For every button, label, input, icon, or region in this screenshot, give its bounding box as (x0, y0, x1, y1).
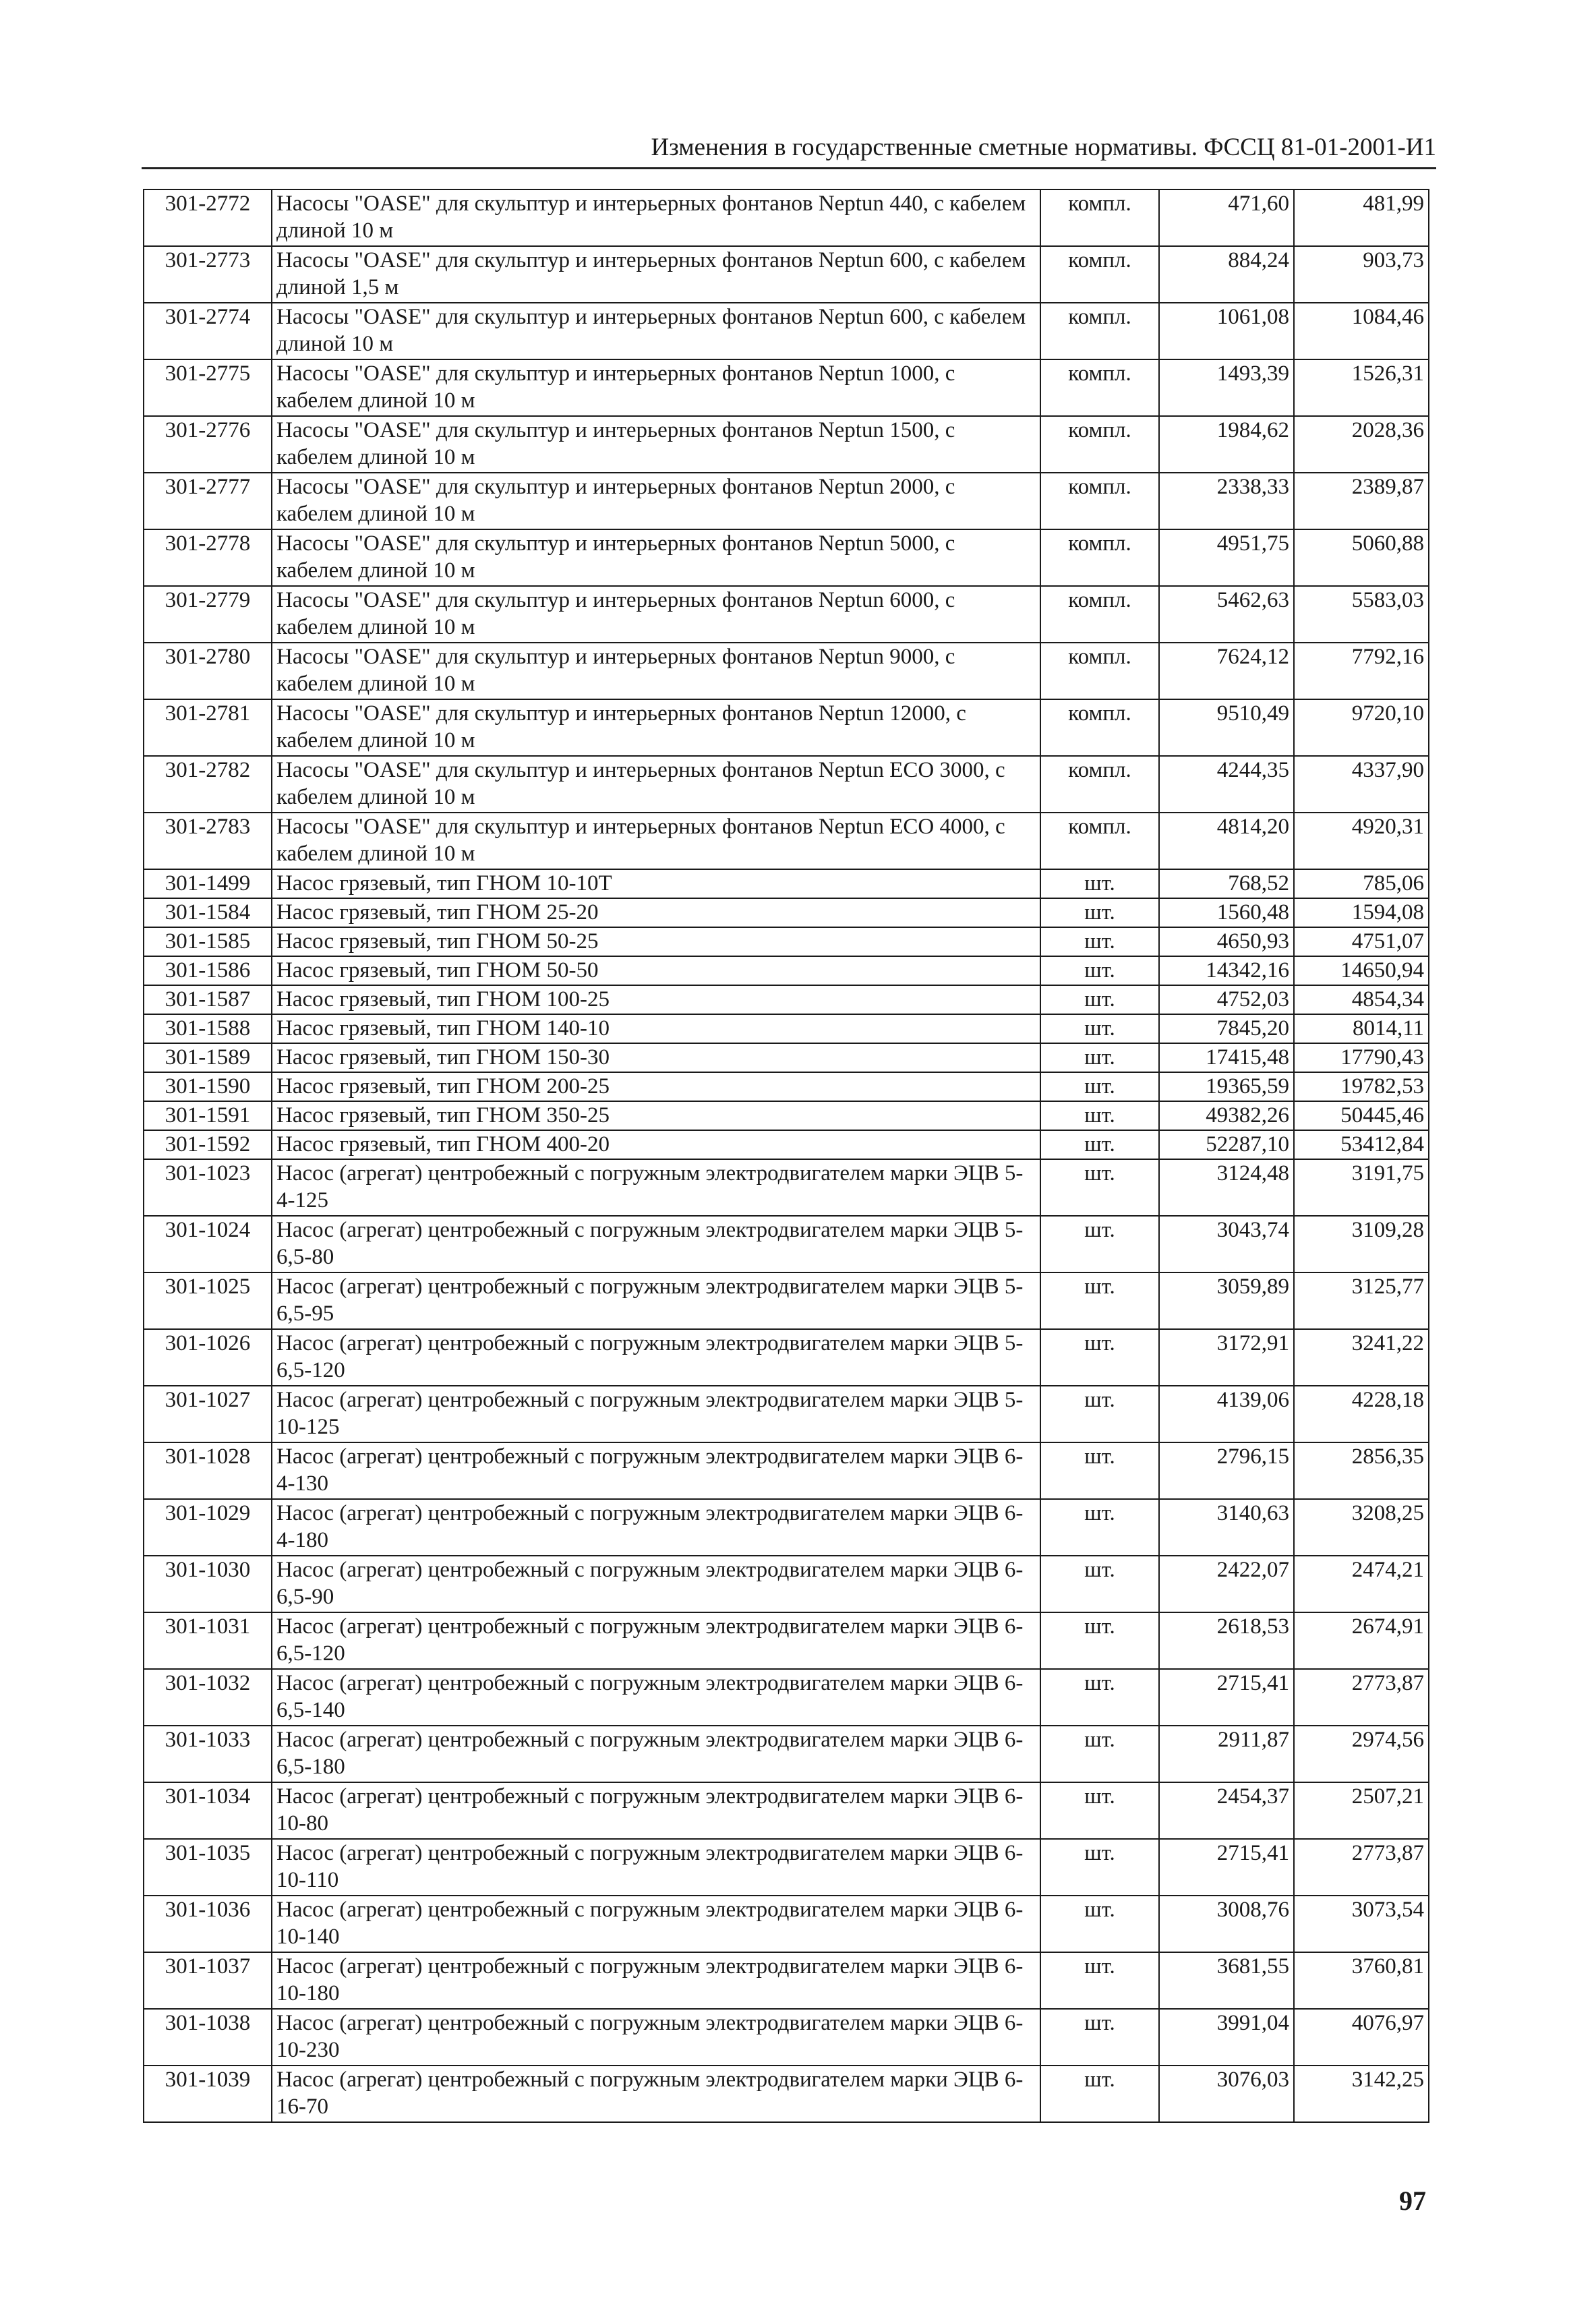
table-row (144, 416, 1429, 473)
table-row (144, 869, 1429, 898)
cell-name: Насос (агрегат) центробежный с погружным электродвигателем марки ЭЦВ 6-10-230 (272, 2009, 1040, 2066)
cell-unit: шт. (1040, 1072, 1159, 1101)
cell-price-1: 1560,48 (1159, 898, 1294, 927)
cell-price-2: 1084,46 (1294, 303, 1429, 359)
cell-price-1: 2618,53 (1159, 1612, 1294, 1669)
price-table (143, 189, 1429, 2123)
table-row (144, 1896, 1429, 1952)
cell-name: Насос (агрегат) центробежный с погружным электродвигателем марки ЭЦВ 5-6,5-120 (272, 1329, 1040, 1386)
cell-name: Насосы "OASE" для скульптур и интерьерных фонтанов Neptun 5000, с кабелем длиной 10 м (272, 529, 1040, 586)
cell-price-1: 471,60 (1159, 189, 1294, 246)
table-row (144, 1669, 1429, 1726)
cell-code: 301-2781 (144, 699, 272, 756)
table-body (144, 189, 1429, 2122)
cell-unit: шт. (1040, 2009, 1159, 2066)
table-row (144, 643, 1429, 699)
cell-price-1: 2715,41 (1159, 1669, 1294, 1726)
cell-name: Насос (агрегат) центробежный с погружным электродвигателем марки ЭЦВ 5-10-125 (272, 1386, 1040, 1442)
table-row (144, 529, 1429, 586)
cell-price-2: 5060,88 (1294, 529, 1429, 586)
cell-code: 301-2779 (144, 586, 272, 643)
cell-price-2: 2474,21 (1294, 1556, 1429, 1612)
cell-price-2: 2674,91 (1294, 1612, 1429, 1669)
cell-name: Насос (агрегат) центробежный с погружным электродвигателем марки ЭЦВ 6-4-180 (272, 1499, 1040, 1556)
table-row (144, 2066, 1429, 2122)
cell-unit: компл. (1040, 416, 1159, 473)
cell-unit: компл. (1040, 303, 1159, 359)
cell-code: 301-2777 (144, 473, 272, 529)
cell-name: Насос грязевый, тип ГНОМ 100-25 (272, 985, 1040, 1014)
cell-name: Насос грязевый, тип ГНОМ 150-30 (272, 1043, 1040, 1072)
cell-code: 301-1591 (144, 1101, 272, 1130)
cell-price-1: 4650,93 (1159, 927, 1294, 956)
cell-price-2: 4751,07 (1294, 927, 1429, 956)
cell-code: 301-1592 (144, 1130, 272, 1159)
cell-unit: шт. (1040, 1216, 1159, 1272)
cell-price-2: 4337,90 (1294, 756, 1429, 813)
cell-unit: шт. (1040, 1101, 1159, 1130)
table-row (144, 586, 1429, 643)
cell-price-2: 4920,31 (1294, 813, 1429, 869)
cell-code: 301-1029 (144, 1499, 272, 1556)
table-row (144, 303, 1429, 359)
cell-code: 301-1031 (144, 1612, 272, 1669)
cell-unit: компл. (1040, 473, 1159, 529)
cell-price-1: 3008,76 (1159, 1896, 1294, 1952)
table-row (144, 1159, 1429, 1216)
cell-price-1: 2715,41 (1159, 1839, 1294, 1896)
cell-unit: шт. (1040, 1669, 1159, 1726)
table-row (144, 1014, 1429, 1043)
cell-price-1: 3043,74 (1159, 1216, 1294, 1272)
cell-code: 301-1036 (144, 1896, 272, 1952)
cell-unit: шт. (1040, 1272, 1159, 1329)
cell-price-1: 1493,39 (1159, 359, 1294, 416)
cell-name: Насос грязевый, тип ГНОМ 200-25 (272, 1072, 1040, 1101)
cell-code: 301-1499 (144, 869, 272, 898)
cell-name: Насос (агрегат) центробежный с погружным электродвигателем марки ЭЦВ 6-10-140 (272, 1896, 1040, 1952)
cell-code: 301-1589 (144, 1043, 272, 1072)
cell-name: Насосы "OASE" для скульптур и интерьерных фонтанов Neptun 440, с кабелем длиной 10 м (272, 189, 1040, 246)
cell-price-2: 4854,34 (1294, 985, 1429, 1014)
table-row (144, 756, 1429, 813)
cell-unit: компл. (1040, 586, 1159, 643)
cell-code: 301-1587 (144, 985, 272, 1014)
cell-price-1: 3172,91 (1159, 1329, 1294, 1386)
cell-price-2: 19782,53 (1294, 1072, 1429, 1101)
cell-code: 301-1588 (144, 1014, 272, 1043)
cell-price-1: 1984,62 (1159, 416, 1294, 473)
cell-price-2: 3125,77 (1294, 1272, 1429, 1329)
cell-code: 301-2783 (144, 813, 272, 869)
cell-price-1: 3076,03 (1159, 2066, 1294, 2122)
cell-price-2: 5583,03 (1294, 586, 1429, 643)
cell-price-1: 4244,35 (1159, 756, 1294, 813)
page-number: 97 (1399, 2186, 1426, 2216)
cell-name: Насос грязевый, тип ГНОМ 400-20 (272, 1130, 1040, 1159)
cell-name: Насос (агрегат) центробежный с погружным электродвигателем марки ЭЦВ 6-6,5-120 (272, 1612, 1040, 1669)
cell-price-1: 5462,63 (1159, 586, 1294, 643)
cell-unit: шт. (1040, 1952, 1159, 2009)
cell-code: 301-1025 (144, 1272, 272, 1329)
cell-name: Насос (агрегат) центробежный с погружным электродвигателем марки ЭЦВ 5-6,5-80 (272, 1216, 1040, 1272)
table-row (144, 699, 1429, 756)
cell-price-2: 2028,36 (1294, 416, 1429, 473)
cell-code: 301-2773 (144, 246, 272, 303)
cell-price-1: 2454,37 (1159, 1782, 1294, 1839)
cell-unit: компл. (1040, 643, 1159, 699)
cell-price-1: 2422,07 (1159, 1556, 1294, 1612)
cell-price-2: 17790,43 (1294, 1043, 1429, 1072)
cell-unit: компл. (1040, 189, 1159, 246)
cell-unit: шт. (1040, 1329, 1159, 1386)
cell-unit: компл. (1040, 529, 1159, 586)
cell-unit: шт. (1040, 1014, 1159, 1043)
cell-name: Насосы "OASE" для скульптур и интерьерных фонтанов Neptun 6000, с кабелем длиной 10 м (272, 586, 1040, 643)
cell-code: 301-1039 (144, 2066, 272, 2122)
cell-name: Насос (агрегат) центробежный с погружным электродвигателем марки ЭЦВ 6-10-110 (272, 1839, 1040, 1896)
cell-code: 301-2780 (144, 643, 272, 699)
cell-price-1: 884,24 (1159, 246, 1294, 303)
table-row (144, 1499, 1429, 1556)
page-header (142, 132, 1436, 169)
cell-name: Насос (агрегат) центробежный с погружным электродвигателем марки ЭЦВ 6-6,5-180 (272, 1726, 1040, 1782)
cell-code: 301-1586 (144, 956, 272, 985)
cell-price-2: 2773,87 (1294, 1669, 1429, 1726)
table-row (144, 1101, 1429, 1130)
table-row (144, 189, 1429, 246)
cell-price-2: 903,73 (1294, 246, 1429, 303)
cell-name: Насос (агрегат) центробежный с погружным электродвигателем марки ЭЦВ 5-6,5-95 (272, 1272, 1040, 1329)
cell-unit: шт. (1040, 1612, 1159, 1669)
cell-price-2: 481,99 (1294, 189, 1429, 246)
cell-unit: шт. (1040, 956, 1159, 985)
table-row (144, 1442, 1429, 1499)
cell-unit: шт. (1040, 1130, 1159, 1159)
cell-price-1: 19365,59 (1159, 1072, 1294, 1101)
cell-name: Насосы "OASE" для скульптур и интерьерных фонтанов Neptun 1500, с кабелем длиной 10 м (272, 416, 1040, 473)
cell-unit: компл. (1040, 359, 1159, 416)
cell-name: Насос грязевый, тип ГНОМ 140-10 (272, 1014, 1040, 1043)
cell-price-2: 50445,46 (1294, 1101, 1429, 1130)
cell-name: Насосы "OASE" для скульптур и интерьерных фонтанов Neptun 12000, с кабелем длиной 10 м (272, 699, 1040, 756)
cell-name: Насосы "OASE" для скульптур и интерьерных фонтанов Neptun 9000, с кабелем длиной 10 м (272, 643, 1040, 699)
cell-price-2: 8014,11 (1294, 1014, 1429, 1043)
cell-code: 301-2778 (144, 529, 272, 586)
cell-unit: шт. (1040, 1043, 1159, 1072)
cell-price-2: 2389,87 (1294, 473, 1429, 529)
cell-unit: шт. (1040, 1499, 1159, 1556)
cell-unit: шт. (1040, 2066, 1159, 2122)
cell-price-2: 2507,21 (1294, 1782, 1429, 1839)
cell-code: 301-1038 (144, 2009, 272, 2066)
cell-unit: шт. (1040, 1386, 1159, 1442)
cell-code: 301-1032 (144, 1669, 272, 1726)
cell-unit: шт. (1040, 1159, 1159, 1216)
table-row (144, 1216, 1429, 1272)
cell-price-1: 49382,26 (1159, 1101, 1294, 1130)
cell-code: 301-1028 (144, 1442, 272, 1499)
cell-code: 301-1027 (144, 1386, 272, 1442)
cell-code: 301-1024 (144, 1216, 272, 1272)
cell-price-2: 14650,94 (1294, 956, 1429, 985)
cell-price-2: 53412,84 (1294, 1130, 1429, 1159)
cell-name: Насосы "OASE" для скульптур и интерьерных фонтанов Neptun ECO 3000, с кабелем длиной 10 м (272, 756, 1040, 813)
cell-price-2: 3073,54 (1294, 1896, 1429, 1952)
cell-name: Насос грязевый, тип ГНОМ 350-25 (272, 1101, 1040, 1130)
cell-price-2: 3208,25 (1294, 1499, 1429, 1556)
cell-name: Насосы "OASE" для скульптур и интерьерных фонтанов Neptun 2000, с кабелем длиной 10 м (272, 473, 1040, 529)
cell-price-1: 7845,20 (1159, 1014, 1294, 1043)
cell-name: Насос (агрегат) центробежный с погружным электродвигателем марки ЭЦВ 6-16-70 (272, 2066, 1040, 2122)
cell-price-2: 3241,22 (1294, 1329, 1429, 1386)
cell-price-2: 3760,81 (1294, 1952, 1429, 2009)
cell-code: 301-1026 (144, 1329, 272, 1386)
cell-price-2: 4076,97 (1294, 2009, 1429, 2066)
cell-code: 301-1590 (144, 1072, 272, 1101)
table-row (144, 956, 1429, 985)
cell-unit: шт. (1040, 1896, 1159, 1952)
cell-price-1: 1061,08 (1159, 303, 1294, 359)
cell-name: Насос (агрегат) центробежный с погружным электродвигателем марки ЭЦВ 6-10-180 (272, 1952, 1040, 2009)
cell-unit: компл. (1040, 813, 1159, 869)
cell-price-2: 3142,25 (1294, 2066, 1429, 2122)
cell-code: 301-2775 (144, 359, 272, 416)
table-row (144, 985, 1429, 1014)
cell-unit: шт. (1040, 1726, 1159, 1782)
cell-name: Насосы "OASE" для скульптур и интерьерных фонтанов Neptun 600, с кабелем длиной 10 м (272, 303, 1040, 359)
cell-name: Насос грязевый, тип ГНОМ 25-20 (272, 898, 1040, 927)
cell-unit: шт. (1040, 1782, 1159, 1839)
cell-price-1: 4139,06 (1159, 1386, 1294, 1442)
table-row (144, 1072, 1429, 1101)
cell-price-2: 2974,56 (1294, 1726, 1429, 1782)
cell-unit: шт. (1040, 985, 1159, 1014)
cell-price-1: 3124,48 (1159, 1159, 1294, 1216)
cell-code: 301-1585 (144, 927, 272, 956)
cell-price-2: 1526,31 (1294, 359, 1429, 416)
cell-price-1: 2911,87 (1159, 1726, 1294, 1782)
table-row (144, 927, 1429, 956)
cell-name: Насосы "OASE" для скульптур и интерьерных фонтанов Neptun ECO 4000, с кабелем длиной 10 м (272, 813, 1040, 869)
cell-unit: компл. (1040, 699, 1159, 756)
table-row (144, 1329, 1429, 1386)
cell-price-2: 3191,75 (1294, 1159, 1429, 1216)
cell-price-1: 768,52 (1159, 869, 1294, 898)
cell-price-1: 52287,10 (1159, 1130, 1294, 1159)
table-row (144, 1726, 1429, 1782)
cell-price-1: 3059,89 (1159, 1272, 1294, 1329)
cell-name: Насосы "OASE" для скульптур и интерьерных фонтанов Neptun 1000, с кабелем длиной 10 м (272, 359, 1040, 416)
cell-name: Насос грязевый, тип ГНОМ 50-25 (272, 927, 1040, 956)
cell-price-2: 4228,18 (1294, 1386, 1429, 1442)
cell-name: Насос (агрегат) центробежный с погружным электродвигателем марки ЭЦВ 6-4-130 (272, 1442, 1040, 1499)
cell-unit: шт. (1040, 1839, 1159, 1896)
table-row (144, 1839, 1429, 1896)
cell-price-2: 2856,35 (1294, 1442, 1429, 1499)
cell-code: 301-2782 (144, 756, 272, 813)
cell-price-1: 9510,49 (1159, 699, 1294, 756)
cell-price-2: 785,06 (1294, 869, 1429, 898)
table-row (144, 1612, 1429, 1669)
cell-price-1: 2338,33 (1159, 473, 1294, 529)
cell-price-1: 2796,15 (1159, 1442, 1294, 1499)
table-row (144, 1952, 1429, 2009)
cell-unit: компл. (1040, 756, 1159, 813)
cell-price-1: 3681,55 (1159, 1952, 1294, 2009)
table-row (144, 246, 1429, 303)
cell-unit: шт. (1040, 1556, 1159, 1612)
table-row (144, 1556, 1429, 1612)
cell-price-2: 7792,16 (1294, 643, 1429, 699)
cell-price-1: 7624,12 (1159, 643, 1294, 699)
table-row (144, 359, 1429, 416)
cell-price-2: 1594,08 (1294, 898, 1429, 927)
cell-price-1: 4951,75 (1159, 529, 1294, 586)
header-title: Изменения в государственные сметные нормативы. ФССЦ 81-01-2001-И1 (651, 134, 1436, 161)
cell-name: Насос грязевый, тип ГНОМ 10-10Т (272, 869, 1040, 898)
cell-code: 301-1034 (144, 1782, 272, 1839)
cell-code: 301-2776 (144, 416, 272, 473)
cell-unit: шт. (1040, 869, 1159, 898)
cell-code: 301-1584 (144, 898, 272, 927)
cell-code: 301-1035 (144, 1839, 272, 1896)
table-row (144, 1043, 1429, 1072)
cell-price-1: 3140,63 (1159, 1499, 1294, 1556)
cell-code: 301-2772 (144, 189, 272, 246)
table-row (144, 813, 1429, 869)
table-row (144, 2009, 1429, 2066)
cell-price-2: 9720,10 (1294, 699, 1429, 756)
cell-unit: шт. (1040, 898, 1159, 927)
cell-name: Насос грязевый, тип ГНОМ 50-50 (272, 956, 1040, 985)
cell-code: 301-1023 (144, 1159, 272, 1216)
cell-code: 301-1037 (144, 1952, 272, 2009)
cell-price-1: 17415,48 (1159, 1043, 1294, 1072)
cell-price-1: 4814,20 (1159, 813, 1294, 869)
table-row (144, 1130, 1429, 1159)
cell-code: 301-2774 (144, 303, 272, 359)
cell-name: Насос (агрегат) центробежный с погружным электродвигателем марки ЭЦВ 6-10-80 (272, 1782, 1040, 1839)
table-row (144, 1782, 1429, 1839)
cell-name: Насос (агрегат) центробежный с погружным электродвигателем марки ЭЦВ 5-4-125 (272, 1159, 1040, 1216)
cell-unit: шт. (1040, 1442, 1159, 1499)
table-row (144, 1386, 1429, 1442)
cell-price-1: 3991,04 (1159, 2009, 1294, 2066)
table-row (144, 898, 1429, 927)
cell-price-2: 3109,28 (1294, 1216, 1429, 1272)
cell-name: Насос (агрегат) центробежный с погружным электродвигателем марки ЭЦВ 6-6,5-90 (272, 1556, 1040, 1612)
cell-code: 301-1030 (144, 1556, 272, 1612)
cell-name: Насос (агрегат) центробежный с погружным электродвигателем марки ЭЦВ 6-6,5-140 (272, 1669, 1040, 1726)
table-row (144, 473, 1429, 529)
cell-price-2: 2773,87 (1294, 1839, 1429, 1896)
cell-price-1: 4752,03 (1159, 985, 1294, 1014)
table-row (144, 1272, 1429, 1329)
cell-price-1: 14342,16 (1159, 956, 1294, 985)
cell-name: Насосы "OASE" для скульптур и интерьерных фонтанов Neptun 600, с кабелем длиной 1,5 м (272, 246, 1040, 303)
cell-code: 301-1033 (144, 1726, 272, 1782)
cell-unit: шт. (1040, 927, 1159, 956)
cell-unit: компл. (1040, 246, 1159, 303)
